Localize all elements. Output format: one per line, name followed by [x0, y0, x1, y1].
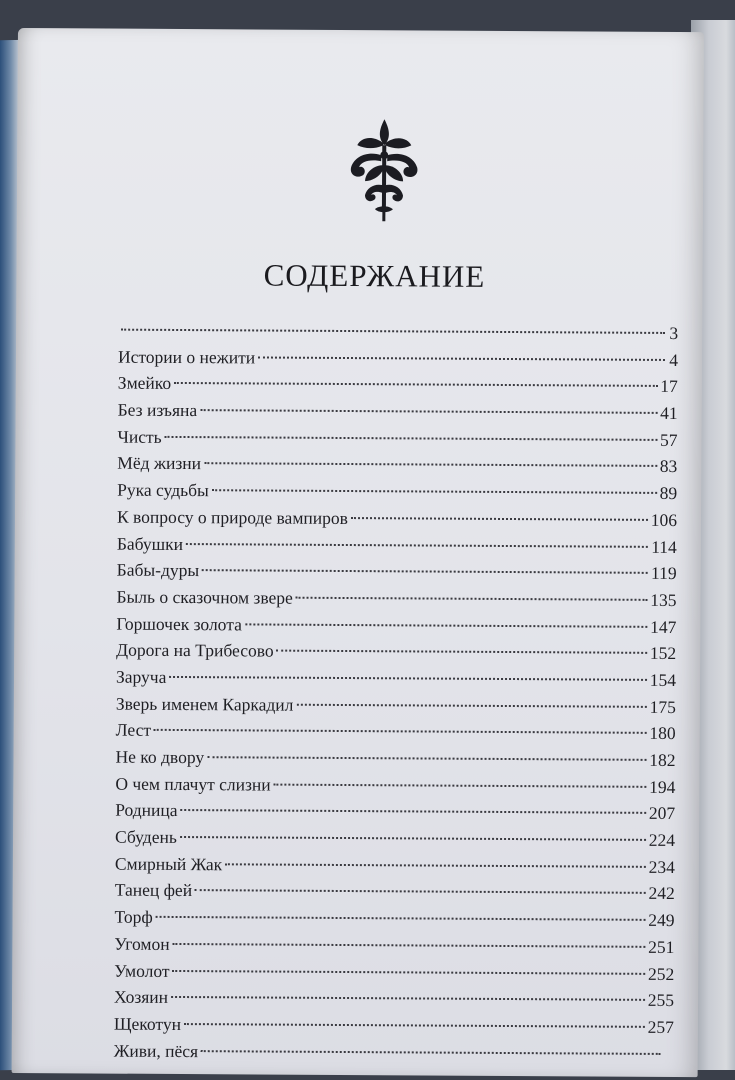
toc-entry-title: Чисть: [117, 426, 162, 447]
toc-entry-page-number: 57: [659, 429, 678, 450]
toc-leader-dots: [202, 569, 648, 574]
toc-entry: [116, 637, 676, 667]
toc-leader-dots: [212, 489, 657, 494]
toc-entry-title: Рука судьбы: [117, 479, 209, 501]
toc-entry: [115, 824, 675, 854]
toc-entry-title: Истории о нежити: [117, 346, 256, 368]
toc-entry-page-number: 252: [647, 963, 675, 984]
toc-leader-dots: [165, 436, 657, 441]
toc-entry-title: Не ко двору: [115, 746, 205, 768]
toc-entry-title: К вопросу о природе вампиров: [116, 506, 348, 528]
toc-entry-page-number: 182: [649, 749, 676, 771]
toc-entry-title: Щекотун: [113, 1013, 182, 1034]
toc-entry: [116, 664, 676, 694]
toc-entry-page-number: 154: [649, 669, 677, 690]
toc-entry: [114, 1037, 674, 1067]
toc-leader-dots: [351, 517, 648, 521]
toc-entry: [117, 530, 677, 560]
toc-entry-title: Быль о сказочном звере: [116, 586, 293, 608]
toc-leader-dots: [181, 809, 646, 814]
toc-entry: [117, 423, 677, 453]
toc-entry-page-number: 194: [649, 776, 676, 797]
toc-leader-dots: [171, 996, 645, 1001]
toc-entry-title: Горшочек золота: [116, 613, 242, 634]
toc-entry: [116, 717, 676, 747]
toc-entry-page-number: 106: [650, 509, 678, 530]
toc-leader-dots: [173, 969, 645, 974]
toc-entry-title: Бабушки: [116, 533, 184, 554]
toc-entry-title: Лест: [115, 719, 152, 741]
table-of-contents: [114, 317, 679, 1068]
toc-leader-dots: [296, 703, 646, 707]
toc-entry: [114, 1010, 674, 1040]
toc-entry-title: Живи, пёся: [113, 1040, 199, 1061]
toc-leader-dots: [204, 463, 657, 468]
toc-entry-page-number: 147: [650, 616, 677, 637]
toc-entry-title: Смирный Жак: [114, 853, 223, 875]
toc-entry: [117, 557, 677, 587]
toc-entry-page-number: 3: [669, 322, 679, 344]
toc-entry: [118, 397, 678, 427]
toc-leader-dots: [201, 1050, 661, 1055]
toc-entry: [115, 850, 675, 880]
toc-entry: [117, 450, 677, 480]
toc-entry: [118, 370, 678, 400]
toc-entry: [115, 744, 675, 774]
toc-entry: [117, 477, 677, 507]
toc-entry-page-number: 175: [649, 696, 676, 717]
toc-entry-title: Угомон: [114, 933, 170, 954]
toc-leader-dots: [169, 676, 646, 681]
toc-entry: [116, 583, 676, 613]
toc-entry-page-number: 257: [647, 1016, 674, 1037]
floral-tree-ornament-icon: [339, 115, 430, 226]
toc-entry-page-number: 242: [648, 883, 675, 904]
toc-leader-dots: [174, 382, 657, 387]
toc-leader-dots: [296, 597, 647, 601]
toc-entry-page-number: 135: [650, 589, 677, 610]
toc-leader-dots: [180, 836, 646, 841]
toc-entry-title: Змейко: [117, 372, 172, 394]
toc-entry: [114, 957, 674, 987]
toc-entry-page-number: 224: [648, 829, 676, 851]
toc-entry-page-number: 251: [648, 936, 675, 957]
page-title: СОДЕРЖАНИЕ: [263, 257, 486, 294]
toc-leader-dots: [184, 1023, 645, 1028]
toc-entry: [116, 690, 676, 720]
toc-entry-title: Хозяин: [114, 986, 169, 1008]
toc-entry: [117, 503, 677, 533]
toc-leader-dots: [173, 943, 646, 948]
toc-leader-dots: [121, 329, 665, 334]
toc-leader-dots: [156, 916, 646, 921]
toc-entry-page-number: 17: [660, 376, 678, 397]
toc-entry-title: Заруча: [115, 666, 167, 687]
toc-entry-page-number: 41: [660, 402, 678, 424]
toc-entry-title: Дорога на Трибесово: [116, 639, 274, 661]
toc-leader-dots: [258, 356, 665, 360]
toc-entry-page-number: 152: [649, 643, 677, 664]
toc-entry-page-number: 4: [669, 349, 679, 370]
toc-entry-page-number: 114: [651, 536, 677, 557]
toc-entry-page-number: 180: [649, 723, 676, 744]
toc-leader-dots: [245, 623, 647, 627]
toc-leader-dots: [154, 729, 646, 734]
toc-entry-title: Торф: [114, 906, 153, 927]
toc-entry-page-number: 255: [647, 990, 675, 1011]
toc-leader-dots: [277, 650, 647, 654]
toc-entry-page-number: 83: [659, 456, 678, 477]
book-page: [12, 28, 704, 1077]
toc-leader-dots: [274, 783, 646, 787]
toc-entry-page-number: 207: [648, 803, 676, 824]
toc-entry-title: Зверь именем Каркадил: [115, 693, 294, 715]
toc-leader-dots: [195, 890, 645, 895]
toc-entry-title: Без изъяна: [117, 399, 198, 421]
toc-entry-page-number: 89: [659, 483, 678, 504]
toc-entry-page-number: 234: [648, 856, 675, 877]
toc-entry: [115, 770, 675, 800]
toc-entry-title: Мёд жизни: [117, 453, 202, 474]
toc-entry: [116, 610, 676, 640]
toc-leader-dots: [186, 543, 648, 548]
toc-entry-title: Бабы-дуры: [116, 559, 200, 581]
toc-entry: [114, 904, 674, 934]
toc-entry-title: Родница: [115, 799, 178, 821]
toc-entry-title: Сбудень: [115, 826, 177, 848]
toc-leader-dots: [207, 756, 646, 761]
toc-entry-title: Умолот: [114, 960, 170, 981]
toc-leader-dots: [200, 409, 657, 414]
toc-entry: [115, 797, 675, 827]
toc-entry: [118, 343, 678, 373]
toc-entry: [118, 317, 678, 347]
toc-entry-page-number: 119: [651, 563, 677, 584]
toc-entry: [114, 930, 674, 960]
toc-entry-title: Танец фей: [114, 880, 193, 901]
toc-leader-dots: [225, 863, 646, 868]
toc-entry: [114, 984, 674, 1014]
toc-entry-page-number: 249: [648, 909, 675, 931]
toc-entry-title: О чем плачут слизни: [115, 773, 271, 795]
toc-entry: [115, 877, 675, 907]
